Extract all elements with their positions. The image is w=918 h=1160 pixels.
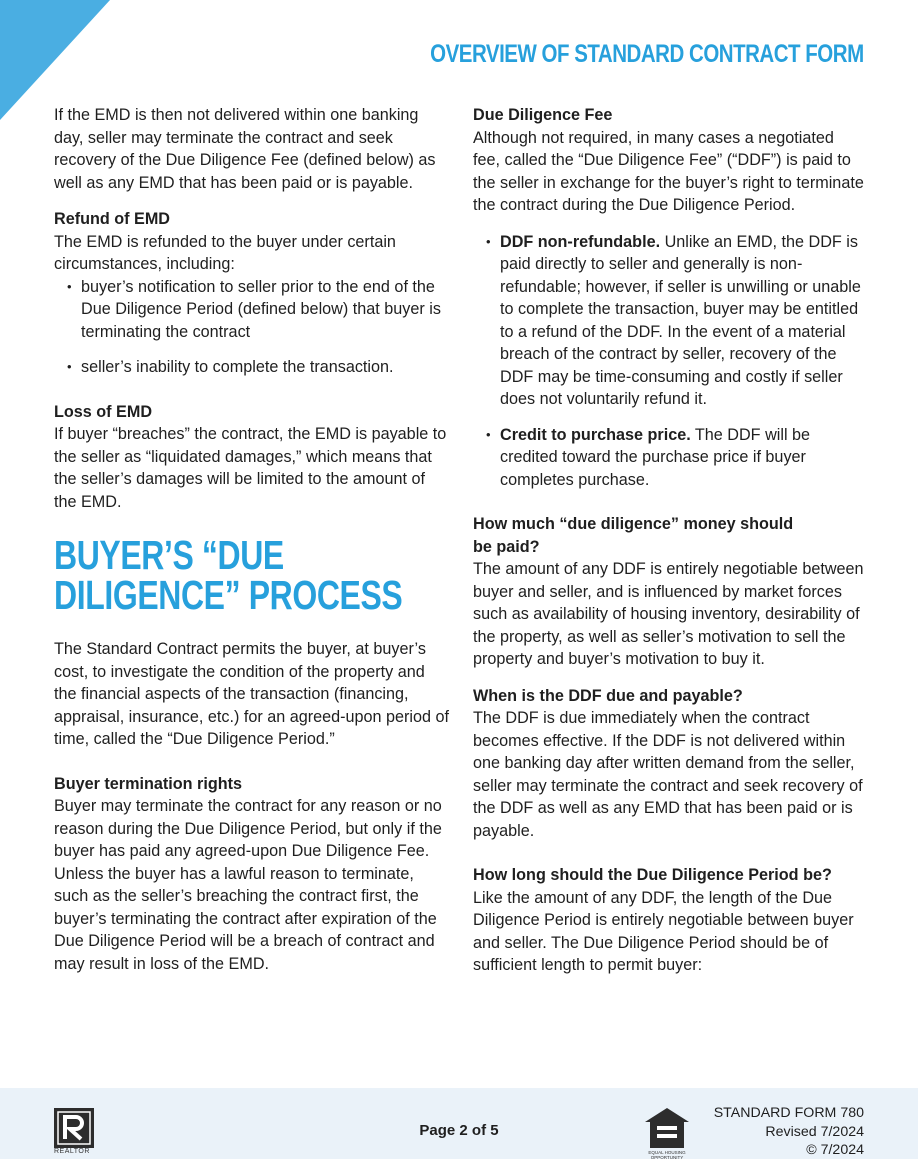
form-copyright: © 7/2024 [806, 1142, 864, 1158]
how-long-text: Like the amount of any DDF, the length of the Due Diligence Period is entirely negotiable between buyer and seller. The Due Diligence Period should be of sufficient length to permit buyer: [473, 888, 854, 974]
ddf-text: Although not required, in many cases a negotiated fee, called the “Due Diligence Fee” (“DDF”) is paid to the seller in exchange for the buyer’s right to terminate the contract during the Due Diligence Period. [473, 128, 864, 214]
process-paragraph: The Standard Contract permits the buyer, at buyer’s cost, to investigate the condition of the property and the financial aspects of the transaction (financing, appraisal, insurance, etc.) for an agreed-upon period of time, called the “Due Diligence Period.” [54, 640, 450, 748]
page-number: Page 2 of 5 [419, 1122, 499, 1139]
form-revised: Revised 7/2024 [765, 1123, 864, 1140]
list-item [473, 424, 865, 492]
form-name: STANDARD FORM 780 [713, 1105, 864, 1121]
list-item [473, 231, 865, 411]
bullet-lead: Credit to purchase price. [500, 425, 691, 444]
termination-section [54, 773, 450, 976]
page-header-title: OVERVIEW OF STANDARD CONTRACT FORM [430, 40, 864, 68]
how-much-text: The amount of any DDF is entirely negotiable between buyer and seller, and is influenced by market forces such as availability of housing inventory, desirability of the property, as well as seller’s motivation to sell the property and buyer’s motivation to buy it. [473, 560, 864, 668]
when-text: The DDF is due immediately when the contract becomes effective. If the DDF is not delivered within one banking day after written demand from the seller, seller may terminate the contract and seek recovery of the DDF as well as any EMD that has been paid or is payable. [473, 709, 863, 840]
refund-list [54, 276, 450, 379]
list-item: • seller’s inability to complete the transaction. [54, 356, 450, 379]
equal-housing-label: EQUAL HOUSING OPPORTUNITY [648, 1150, 686, 1160]
left-column [54, 104, 450, 975]
bullet-lead: DDF non-refundable. [500, 232, 661, 251]
when-heading: When is the DDF due and payable? [473, 686, 743, 705]
section-title [54, 532, 421, 618]
equal-housing-icon [643, 1106, 691, 1150]
bullet-text: The DDF will be credited toward the purchase price if buyer completes purchase. [500, 425, 811, 489]
page-footer [0, 1088, 918, 1159]
refund-section [54, 208, 450, 379]
intro-paragraph: If the EMD is then not delivered within one banking day, seller may terminate the contract and seek recovery of the Due Diligence Fee (defined below) as well as any EMD that has been paid or is payable. [54, 106, 436, 192]
heading-line: be paid? [473, 537, 540, 556]
bullet-text: Unlike an EMD, the DDF is paid directly to seller and generally is non-refundable; however, if seller is unwilling or unable to complete the transaction, buyer may be entitled to a refund of the DDF. In the event of a material breach of the contract by seller, recovery of the DDF may be time-consuming and costly if seller does not voluntarily refund it. [500, 232, 861, 408]
corner-accent-triangle [0, 0, 110, 120]
loss-heading: Loss of EMD [54, 402, 153, 421]
how-much-heading [473, 513, 865, 558]
how-long-heading: How long should the Due Diligence Period be? [473, 866, 832, 884]
heading-line: How much “due diligence” money should [473, 515, 794, 533]
ddf-section [473, 104, 865, 217]
list-item: • buyer’s notification to seller prior to the end of the Due Diligence Period (defined below) that buyer is terminating the contract [54, 276, 450, 344]
how-much-section [473, 513, 865, 671]
form-info [714, 1104, 864, 1160]
ddf-heading: Due Diligence Fee [473, 106, 613, 124]
termination-text: Buyer may terminate the contract for any reason or no reason during the Due Diligence Period, but only if the buyer has paid any agreed-upon Due Diligence Fee. Unless the buyer has a lawful reason to terminate, such as the seller’s breaching the contract first, the buyer’s terminating the contract after expiration of the Due Diligence Period will be a breach of contract and may result in loss of the EMD. [54, 797, 442, 973]
loss-section [54, 401, 450, 514]
refund-heading: Refund of EMD [54, 210, 170, 228]
how-long-section [473, 864, 865, 977]
ddf-list [473, 231, 865, 492]
section-title-line: BUYER’S “DUE [54, 532, 284, 578]
right-column [473, 104, 865, 977]
when-section [473, 685, 865, 843]
termination-heading: Buyer termination rights [54, 774, 242, 793]
realtor-label: REALTOR [54, 1148, 90, 1155]
refund-text: The EMD is refunded to the buyer under certain circumstances, including: [54, 232, 396, 273]
loss-text: If buyer “breaches” the contract, the EMD is payable to the seller as “liquidated damages,” which means that the seller’s damages will be limited to the amount of the EMD. [54, 425, 447, 511]
section-title-line: DILIGENCE” PROCESS [54, 572, 403, 618]
